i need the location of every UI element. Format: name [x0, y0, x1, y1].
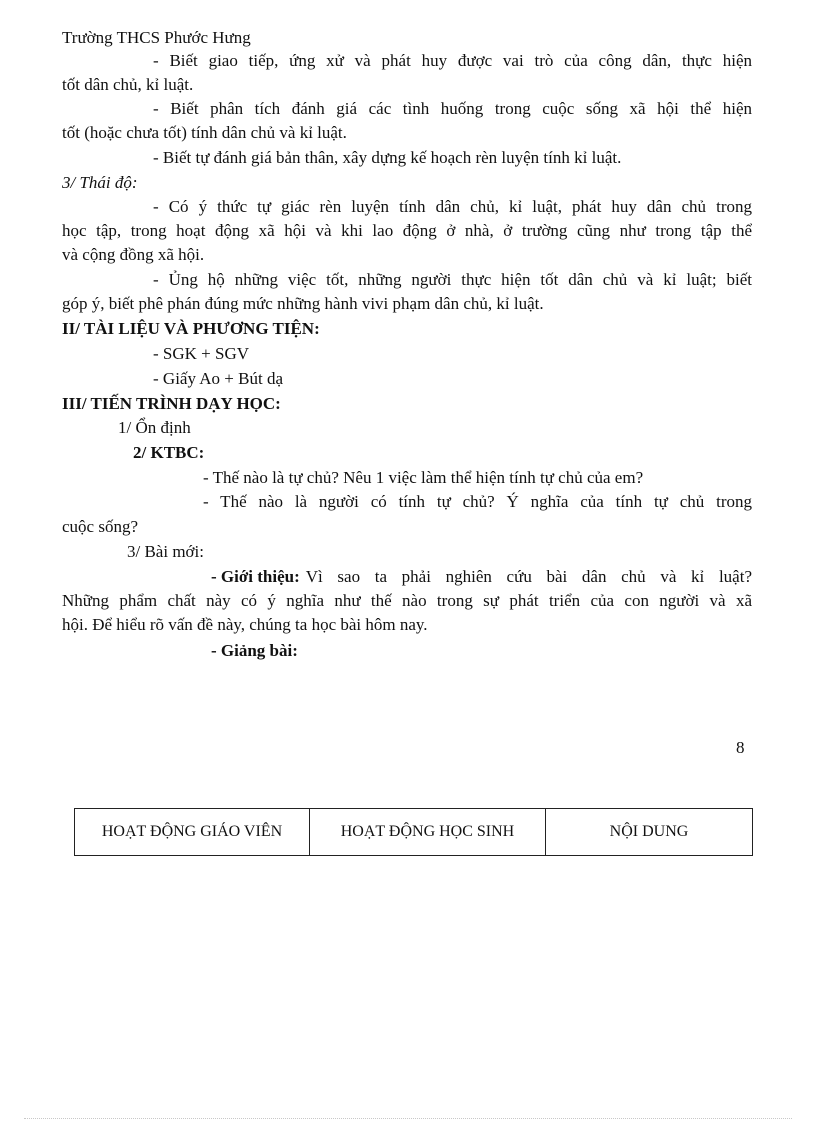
- material-item-1: - SGK + SGV: [153, 344, 250, 363]
- page-bottom-divider: [24, 1118, 792, 1119]
- header-teacher-activity: HOẠT ĐỘNG GIÁO VIÊN: [75, 809, 310, 856]
- skill-3: - Biết tự đánh giá bản thân, xây dựng kế hoạch rèn luyện tính kỉ luật.: [153, 148, 622, 167]
- header-content: NỘI DUNG: [546, 809, 753, 856]
- attitude-heading: 3/ Thái độ:: [62, 173, 138, 192]
- intro-line: [211, 566, 752, 588]
- step-1: 1/ Ổn định: [118, 418, 191, 437]
- skill-2-line-1: - Biết phân tích đánh giá các tình huống trong cuộc sống xã hội thể hiện: [153, 99, 752, 118]
- skill-1-line-1: - Biết giao tiếp, ứng xử và phát huy được vai trò của công dân, thực hiện: [153, 51, 752, 70]
- page-number: 8: [736, 738, 745, 757]
- step-3-heading: 3/ Bài mới:: [127, 542, 204, 561]
- review-question-1: - Thế nào là tự chủ? Nêu 1 việc làm thể hiện tính tự chủ của em?: [203, 468, 644, 487]
- lecture-heading: - Giảng bài:: [211, 641, 298, 660]
- attitude-p2-line-2: góp ý, biết phê phán đúng mức những hành vivi phạm dân chủ, kỉ luật.: [62, 294, 544, 313]
- step-2-heading: 2/ KTBC:: [133, 443, 205, 462]
- review-question-2-line-2: cuộc sống?: [62, 517, 139, 536]
- intro-continued-line-1: Những phẩm chất này có ý nghĩa như thế nào trong sự phát triển của con người và xã: [62, 591, 752, 610]
- skill-2-line-2: tốt (hoặc chưa tốt) tính dân chủ và kỉ luật.: [62, 123, 347, 142]
- skill-1-line-2: tốt dân chủ, kỉ luật.: [62, 75, 194, 94]
- attitude-p2-line-1: - Ủng hộ những việc tốt, những người thực hiện tốt dân chủ và kỉ luật; biết: [153, 270, 752, 289]
- intro-continued-line-2: hội. Để hiểu rõ vấn đề này, chúng ta học bài hôm nay.: [62, 615, 428, 634]
- material-item-2: - Giấy Ao + Bút dạ: [153, 369, 283, 388]
- intro-label: - Giới thiệu:: [211, 567, 300, 586]
- school-name: Trường THCS Phước Hưng: [62, 28, 251, 47]
- attitude-p1-line-2: học tập, trong hoạt động xã hội và khi lao động ở nhà, ở trường cũng như trong tập thể: [62, 221, 752, 240]
- header-student-activity: HOẠT ĐỘNG HỌC SINH: [310, 809, 546, 856]
- section-3-heading: III/ TIẾN TRÌNH DẠY HỌC:: [62, 394, 281, 413]
- activity-table-header: [74, 808, 753, 856]
- intro-text: Vì sao ta phải nghiên cứu bài dân chủ và kỉ luật?: [305, 567, 752, 586]
- review-question-2-line-1: - Thế nào là người có tính tự chủ? Ý nghĩa của tính tự chủ trong: [203, 492, 752, 511]
- attitude-p1-line-3: và cộng đồng xã hội.: [62, 245, 205, 264]
- attitude-p1-line-1: - Có ý thức tự giác rèn luyện tính dân chủ, kỉ luật, phát huy dân chủ trong: [153, 197, 752, 216]
- section-2-heading: II/ TÀI LIỆU VÀ PHƯƠNG TIỆN:: [62, 319, 320, 338]
